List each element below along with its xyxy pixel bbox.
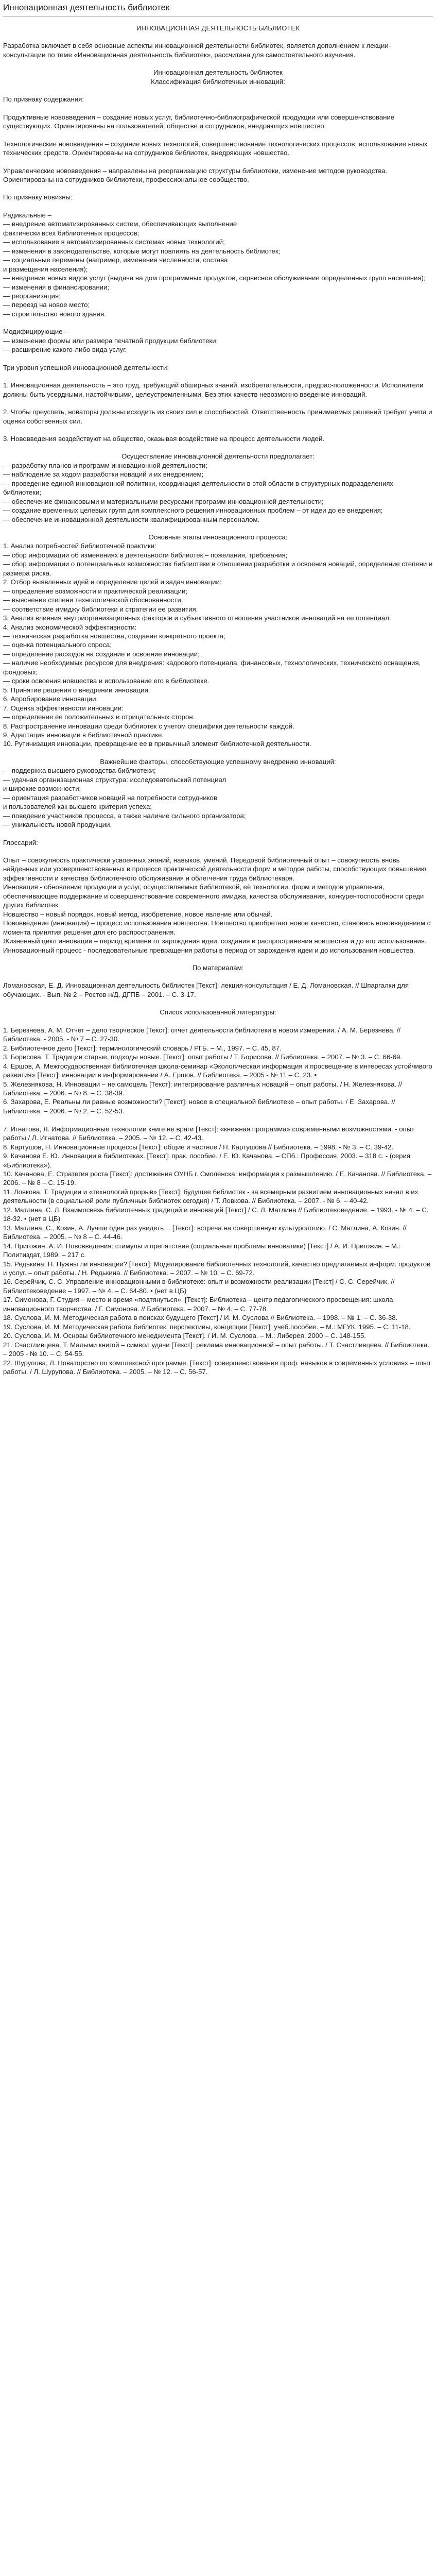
list-item: — реорганизация; bbox=[3, 292, 61, 300]
references-list bbox=[3, 1026, 433, 1377]
modifying-innovations-list bbox=[3, 327, 433, 354]
reference-item: 1. Березнева, А. М. Отчет – дело творческое [Текст]: отчет деятельности библиотеки в новом измерении. / А. М. Березнева. // Библиотека. - 2005. - № 7 – С. 27-30. bbox=[3, 1026, 401, 1043]
glossary-entry: Нововведение (инновация) – процесс использования новшества. Новшество приобретает новое качество, становясь нововведением с момента принятия решения для его распространения. bbox=[3, 919, 431, 936]
list-item: — использование в автоматизированных системах новых технологий; bbox=[3, 238, 225, 246]
list-item: 5. Принятие решения о внедрении инновации. bbox=[3, 686, 150, 694]
list-item: 1. Анализ потребностей библиотечной практики: bbox=[3, 542, 156, 550]
level-2: 2. Чтобы преуспеть, новаторы должны исходить из своих сил и способностей. Ответственность принимаемых решений требует учета и оценки собственных сил. bbox=[3, 408, 432, 425]
reference-item: 12. Матлина, С. Л. Взаимосвязь библиотечных традиций и инноваций [Текст] / С. Л. Матлина // Библиотековедение. – 1993. - № 4. – С. 18-32. • (нет в ЦБ) bbox=[3, 1206, 429, 1223]
list-item: и размещения населения); bbox=[3, 265, 88, 273]
list-item: — техническая разработка новшества, создание конкретного проекта; bbox=[3, 632, 225, 640]
reference-item: 8. Картушов, Н. Инновационные процессы [Текст]: общие и частное / Н. Картушова // Библиотека. – 1998. - № 3. – С. 39-42. bbox=[3, 1143, 394, 1151]
reference-item: 21. Счастливцева, Т. Малыми книгой – символ удачи [Текст]: реклама инновационной – опыт работы. / Т. Счастливцева. // Библиотека. – 2005 - № 10. – С. 54-55. bbox=[3, 1341, 430, 1358]
list-item: — проведение единой инновационной политики, координация деятельности в этой области в структурных подразделениях библиотеки; bbox=[3, 479, 394, 497]
list-item: — строительство нового здания. bbox=[3, 310, 106, 318]
reference-item: 18. Суслова, И. М. Методическая работа в поисках будущего [Текст] / И. М. Суслова // Библиотека. – 1998. – № 1. – С. 36-38. bbox=[3, 1314, 398, 1322]
list-item: — определение расходов на создание и освоение инновации; bbox=[3, 650, 200, 658]
list-item: — выяснение степени технологической обоснованности; bbox=[3, 596, 183, 604]
list-item: фактически всех библиотечных процессов; bbox=[3, 229, 139, 237]
reference-item: 14. Пригожин, А. И. Нововведения: стимулы и препятствия (социальные проблемы инноватики) [Текст] / А. И. Пригожин. – М.: Политиздат, 1989. – 217 с. bbox=[3, 1242, 401, 1259]
modifying-title: Модифицирующие – bbox=[3, 328, 68, 336]
reference-item: 4. Ершов, А. Межгосударственная библиотечная школа-семинар «Экологическая информация и просвещение в интересах устойчивого развития» [Текст]: инновации в информировании / А. Ершов. // Библиотека. – 2005 - № 11 – С. 23. • bbox=[3, 1062, 432, 1079]
reference-item: 22. Шурупова, Л. Новаторство по комплексной программе. [Текст]: совершенствование проф. навыков в современных условиях – опыт работы. / Л. Шурупова. // Библиотека. – 2005. – № 12. – С. 56-57. bbox=[3, 1359, 431, 1376]
list-item: и широкие возможности; bbox=[3, 785, 81, 793]
list-item: — создание временных целевых групп для комплексного решения инновационных проблем – от идеи до ее внедрения; bbox=[3, 506, 383, 515]
reference-item: 15. Редькина, Н. Нужны ли инновации? [Текст]: Моделирование библиотечных технологий, качество предлагаемых информ. продуктов и услуг. – опыт работы. / Н. Редькина. // Библиотека. – 2007. – № 10. – С. 69-72. bbox=[3, 1260, 431, 1277]
list-item: — ориентация разработчиков новаций на потребности сотрудников bbox=[3, 793, 217, 802]
level-1: 1. Инновационная деятельность – это труд, требующий обширных знаний, изобретательности, предрас-положенности. Исполнители должны быть усердными, настойчивыми, целеустремленными. Без этих качеств невозможно введение инноваций. bbox=[3, 381, 424, 398]
reference-item: 11. Ловкова, Т. Традиции и «технологий прорыв» [Текст]: будущее библиотек - за всемерным развитием инновационных начал в их деятельности (в социальной роли публичных библиотек сегодня) / Т. Ловкова. // Библиотека. – 2007. - № 6. – 40-42. bbox=[3, 1188, 418, 1205]
stages-list bbox=[3, 541, 433, 748]
classification-by-content: По признаку содержания: bbox=[3, 95, 84, 104]
list-item: — уникальность новой продукции. bbox=[3, 821, 112, 829]
section-title: Инновационная деятельность библиотек bbox=[153, 69, 283, 77]
list-item: — сроки освоения новшества и использование его в библиотеке. bbox=[3, 677, 210, 685]
list-item: — обеспечение финансовыми и материальными ресурсами программ инновационной деятельности; bbox=[3, 497, 324, 505]
implementation-title: Осуществление инновационной деятельности предполагает: bbox=[121, 452, 315, 461]
reference-item: 7. Игнатова, Л. Информационные технологии книге не враги [Текст]: «книжная программа» современными возможностями. - опыт работы / Л. Игнатова. // Библиотека. – 2005. – № 12. – С. 42-43. bbox=[3, 1125, 415, 1142]
list-item: и пользователей как высшего критерия успеха; bbox=[3, 803, 152, 811]
list-item: — изменения в законодательстве, которые могут повлиять на деятельность библиотек; bbox=[3, 247, 281, 255]
list-item: 3. Анализ влияния внутриорганизационных факторов и субъективного отношения участников инноваций на ее потенциал. bbox=[3, 614, 391, 622]
list-item: — оценка потенциального спроса; bbox=[3, 641, 112, 649]
list-item: — определение возможности и практической реализации; bbox=[3, 587, 188, 595]
level-3: 3. Нововведения воздействуют на общество, оказывая воздействие на процесс деятельности людей. bbox=[3, 434, 325, 443]
list-item: — определение ее положительных и отрицательных сторон. bbox=[3, 713, 195, 721]
glossary-entry: Новшество – новый порядок, новый метод, изобретение, новое явление или обычай. bbox=[3, 910, 273, 918]
implementation-list bbox=[3, 461, 433, 524]
glossary-entry: Инновационный процесс - последовательные превращения работы в период от зарождения идеи и до использования новшества. bbox=[3, 946, 415, 954]
document-body bbox=[3, 24, 433, 1376]
glossary-entry: Опыт – совокупность практически усвоенных знаний, навыков, умений. Передовой библиотечный опыт – совокупность вновь найденных или усовершенствованных в процессе практической деятельности форм и методов работы, способствующих повышению эффективности и качества библиотечного обслуживания и облегчения труда библиотекаря. bbox=[3, 856, 426, 882]
list-item: 10. Рутинизация инновации, превращение ее в привычный элемент библиотечной деятельности. bbox=[3, 740, 311, 748]
references-title: Список использованной литературы: bbox=[160, 1008, 276, 1016]
list-item: 9. Адаптация инновации в библиотечной практике. bbox=[3, 731, 164, 739]
page-title: Инновационная деятельность библиотек bbox=[3, 1, 433, 17]
list-item: — переезд на новое место; bbox=[3, 301, 90, 309]
list-item: — обеспечение инновационной деятельности квалифицированным персоналом. bbox=[3, 515, 260, 523]
main-heading: ИННОВАЦИОННАЯ ДЕЯТЕЛЬНОСТЬ БИБЛИОТЕК bbox=[136, 24, 300, 32]
list-item: — расширение какого-либо вида услуг. bbox=[3, 346, 127, 354]
reference-item: 10. Качанова, Е. Стратегия роста [Текст]: достижения ОУНБ г. Смоленска: информация к размышлению. / Е. Качанова. // Библиотека. – 2006. – № 8 – С. 15-19. bbox=[3, 1170, 432, 1187]
materials-text: Ломановская, Е. Д. Инновационная деятельность библиотек [Текст]: лекция-консультация / Е. Д. Ломановская. // Шпаргалки для обучающих. - Вып. № 2 – Ростов н/Д. ДГПБ – 2001. – С. 3-17. bbox=[3, 981, 409, 998]
intro-paragraph: Разработка включает в себя основные аспекты инновационной деятельности библиотек, является дополнением к лекции-консультации по теме «Инновационная деятельность библиотек», рассчитана для самостоятельного изучения. bbox=[3, 42, 391, 59]
reference-item: 6. Захарова, Е. Реальны ли равные возможности? [Текст]: новое в специальной библиотеке – опыт работы. / Е. Захарова. // Библиотека. – 2006. – № 2. – С. 52-53. bbox=[3, 1098, 395, 1115]
glossary-list bbox=[3, 856, 433, 955]
list-item: — сбор информации об изменениях в деятельности библиотек – пожелания, требования; bbox=[3, 551, 288, 559]
technological-innovations: Технологические нововведения – создание новых технологий, совершенствование технологических процессов, использование новых технических средств. Ориентированы на сотрудников библиотек, внедряющих новшество. bbox=[3, 140, 428, 157]
reference-item: 19. Суслова, И. М. Методическая работа библиотек: перспективы, концепции [Текст]: учеб.пособие. – М.: МГУК, 1995. – С. 11-18. bbox=[3, 1323, 411, 1331]
list-item: 7. Оценка эффективности инновации: bbox=[3, 704, 124, 712]
reference-item: 20. Суслова, И. М. Основы библиотечного менеджмента [Текст]. / И. М. Суслова. – М.: Либерея, 2000 – С. 148-155. bbox=[3, 1332, 366, 1340]
list-item: — изменения в финансировании; bbox=[3, 283, 110, 291]
radical-title: Радикальные – bbox=[3, 211, 51, 219]
radical-innovations-list bbox=[3, 211, 433, 318]
product-innovations: Продуктивные нововведения – создание новых услуг, библиотечно-библиографической продукции или совершенствование существующих. Ориентированы на пользователей; обществе и сотрудников, внедряющих новшество. bbox=[3, 113, 395, 130]
list-item: — разработку планов и программ инновационной деятельности; bbox=[3, 461, 207, 469]
levels-title: Три уровня успешной инновационной деятельности: bbox=[3, 363, 169, 371]
reference-item: 5. Железнякова, Н. Инновации – не самоцель [Текст]: интегрирование различных новаций – опыт работы. / Н. Железнякова. // Библиотека. – 2006. – № 8. – С. 38-39. bbox=[3, 1080, 403, 1097]
management-innovations: Управленческие нововведения – направлены на реорганизацию структуры библиотеки, изменение методов руководства. Ориентированы на сотрудников библиотеки, профессиональное сообщество. bbox=[3, 166, 388, 183]
list-item: — поддержка высшего руководства библиотеки; bbox=[3, 767, 156, 775]
glossary-title: Глоссарий: bbox=[3, 838, 38, 846]
list-item: — наблюдение за ходом разработки новаций и их внедрением; bbox=[3, 470, 204, 479]
list-item: — внедрение автоматизированных систем, обеспечивающих выполнение bbox=[3, 220, 237, 228]
list-item: — сбор информации о потенциальных возможностях библиотеки в отношении разработки и освоения новаций, определение степени и размера риска. bbox=[3, 560, 433, 577]
list-item: 4. Анализ экономической эффективности: bbox=[3, 623, 137, 631]
section-subtitle: Классификация библиотечных инноваций: bbox=[151, 77, 285, 86]
factors-title: Важнейшие факторы, способствующие успешному внедрению инноваций: bbox=[100, 757, 336, 766]
list-item: — социальные перемены (например, изменения численности, состава bbox=[3, 256, 228, 264]
reference-item: 2. Библиотечное дело [Текст]: терминологический словарь / РГБ. – М., 1997. – С. 45, 87. bbox=[3, 1044, 282, 1052]
reference-item: 16. Серейчик, С. С. Управление инновационными в библиотеке: опыт и возможности реализации [Текст] / С. С. Серейчик. // Библиотековедение – 1997. – № 4. – С. 64-80. • (нет в ЦБ) bbox=[3, 1278, 395, 1295]
materials-label: По материалам: bbox=[192, 963, 244, 972]
glossary-entry: Жизненный цикл инновации – период времени от зарождения идеи, создания и распространения новшества и до его использования. bbox=[3, 937, 427, 945]
reference-item: 9. Качанова Е. Ю. Инновации в библиотеках. [Текст]: прак. пособие. / Е. Ю. Качанова. – СПб.: Профессия, 2003. – 318 с. - (серия «Библиотека»). bbox=[3, 1152, 410, 1169]
list-item: — поведение участников процесса, а также наличие сильного организатора; bbox=[3, 811, 246, 820]
reference-item: 17. Симонова, Г. Студия – место и время «подтянуться». [Текст]: Библиотека – центр педагогического просвещения: школа инновационного творчества. / Г. Симонова. // Библиотека. – 2007. – № 4. – С. 77-78. bbox=[3, 1296, 393, 1313]
reference-item: 13. Матлина, С., Козин, А. Лучше один раз увидеть… [Текст]: встреча на совершенную культурологию. / С. Матлина, А. Козин. // Библиотека. – 2005. – № 8 – С. 44-46. bbox=[3, 1224, 407, 1241]
factors-list bbox=[3, 766, 433, 829]
list-item: — наличие необходимых ресурсов для внедрения: кадрового потенциала, финансовых, технологических, технического оснащения, фондовых; bbox=[3, 659, 421, 676]
list-item: — внедрение новых видов услуг (выдача на дом программных продуктов, сервисное обслуживание определенных групп населения); bbox=[3, 274, 426, 282]
stages-title: Основные этапы инновационного процесса: bbox=[148, 533, 288, 541]
glossary-entry: Инновация - обновление продукции и услуг, осуществляемых библиотекой, её технологии, форм и методов управления, обеспечивающее поддержание и совершенствование современного имиджа, качества обслуживания, конкурентоспособности среди других библиотек. bbox=[3, 883, 424, 909]
list-item: 6. Апробирование инновации. bbox=[3, 695, 98, 703]
reference-item: 3. Борисова. Т. Традиции старые, подходы новые. [Текст]: опыт работы / Т. Борисова. // Библиотека. – 2007. – № 3. – С. 66-69. bbox=[3, 1053, 403, 1061]
reference-spacer bbox=[3, 1115, 433, 1124]
list-item: — удачная организационная структура: исследовательский потенциал bbox=[3, 775, 226, 784]
list-item: — изменение формы или размера печатной продукции библиотеки; bbox=[3, 336, 218, 345]
list-item: 2. Отбор выявленных идей и определение целей и задач инновации: bbox=[3, 578, 222, 586]
classification-by-novelty: По признаку новизны: bbox=[3, 193, 73, 201]
list-item: — соответствие имиджу библиотеки и стратегии ее развития. bbox=[3, 605, 198, 613]
list-item: 8. Распространение инновации среди библиотек с учетом специфики деятельности каждой. bbox=[3, 722, 294, 730]
